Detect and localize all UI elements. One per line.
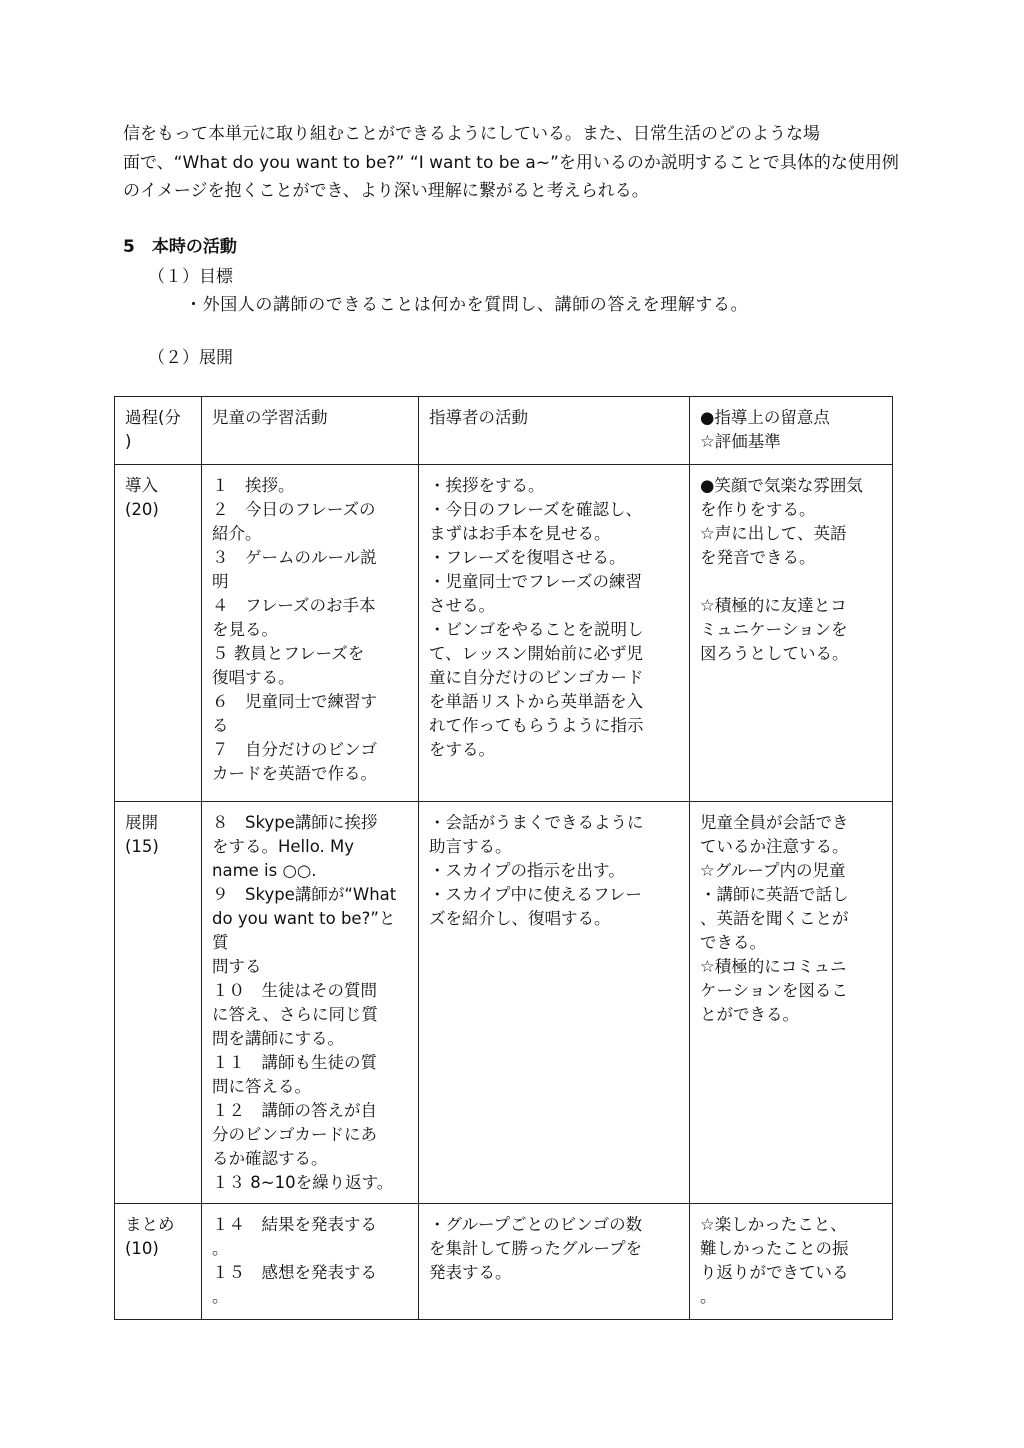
cell-line: ☆積極的に友達とコ bbox=[700, 596, 847, 615]
cell-line: 問に答える。 bbox=[212, 1077, 311, 1096]
cell-line: １５ 感想を発表する bbox=[212, 1263, 377, 1282]
cell-line: 、英語を聞くことが bbox=[700, 909, 849, 928]
cell-line: ☆グループ内の児童 bbox=[700, 861, 846, 880]
intro-paragraph bbox=[123, 120, 913, 206]
cell-line: を集計して勝ったグループを bbox=[429, 1239, 643, 1258]
cell-line: do you want to be?”と質 bbox=[212, 909, 396, 952]
cell-notes bbox=[690, 1204, 893, 1320]
cell-line: １４ 結果を発表する bbox=[212, 1215, 377, 1234]
cell-line: 助言する。 bbox=[429, 837, 512, 856]
goal-title: （１）目標 bbox=[148, 267, 233, 287]
development-title: （２）展開 bbox=[148, 348, 233, 368]
cell-line: ・挨拶をする。 bbox=[429, 476, 545, 495]
cell-line: 図ろうとしている。 bbox=[700, 644, 849, 663]
cell-notes bbox=[690, 802, 893, 1204]
cell-line: 明 bbox=[212, 572, 229, 591]
cell-line: り返りができている bbox=[700, 1263, 849, 1282]
intro-line: のイメージを抱くことができ、より深い理解に繋がると考えられる。 bbox=[123, 181, 649, 201]
cell-line: ５ 教員とフレーズを bbox=[212, 644, 365, 663]
cell-notes bbox=[690, 465, 893, 802]
cell-line: をする。 bbox=[429, 740, 495, 759]
cell-line bbox=[700, 570, 884, 594]
cell-line: 過程(分 bbox=[125, 408, 181, 427]
header-teacher-activity bbox=[419, 397, 690, 465]
cell-line: 分のビンゴカードにあ bbox=[212, 1125, 377, 1144]
cell-line: １３ 8~10を繰り返す。 bbox=[212, 1173, 394, 1192]
cell-line: ９ Skype講師が“What bbox=[212, 885, 397, 904]
cell-student-activity bbox=[202, 1204, 419, 1320]
cell-line: ●指導上の留意点 bbox=[700, 408, 830, 427]
cell-line: ているか注意する。 bbox=[700, 837, 849, 856]
cell-line: できる。 bbox=[700, 933, 766, 952]
cell-line: 。 bbox=[700, 1287, 717, 1306]
cell-line: ☆声に出して、英語 bbox=[700, 524, 847, 543]
cell-line: １０ 生徒はその質問 bbox=[212, 981, 377, 1000]
cell-line: ケーションを図るこ bbox=[700, 981, 848, 1000]
cell-line: に答え、さらに同じ質 bbox=[212, 1005, 378, 1024]
cell-line: ●笑顔で気楽な雰囲気 bbox=[700, 476, 863, 495]
cell-line: ６ 児童同士で練習す bbox=[212, 692, 377, 711]
cell-process bbox=[115, 1204, 202, 1320]
cell-line: name is ○○. bbox=[212, 861, 317, 880]
cell-line: 児童の学習活動 bbox=[212, 408, 328, 427]
cell-line: ☆積極的にコミュニ bbox=[700, 957, 847, 976]
cell-line: カードを英語で作る。 bbox=[212, 764, 377, 783]
cell-line: 展開 bbox=[125, 813, 158, 832]
cell-line: ・スカイプの指示を出す。 bbox=[429, 861, 625, 880]
cell-line: まずはお手本を見せる。 bbox=[429, 524, 611, 543]
cell-line: る bbox=[212, 716, 229, 735]
cell-line: をする。Hello. My bbox=[212, 837, 355, 856]
table-row bbox=[115, 465, 893, 802]
cell-process bbox=[115, 802, 202, 1204]
table-row bbox=[115, 1204, 893, 1320]
cell-line: 復唱する。 bbox=[212, 668, 295, 687]
cell-line: 。 bbox=[212, 1287, 229, 1306]
cell-student-activity bbox=[202, 465, 419, 802]
cell-line: (10) bbox=[125, 1239, 159, 1258]
cell-line: １１ 講師も生徒の質 bbox=[212, 1053, 377, 1072]
cell-line: ・講師に英語で話し bbox=[700, 885, 849, 904]
intro-line: 面で、“What do you want to be?” “I want to be a~”を用いるのか説明することで具体的な使用例 bbox=[123, 152, 899, 173]
cell-line: 発表する。 bbox=[429, 1263, 512, 1282]
cell-line: (20) bbox=[125, 500, 159, 519]
cell-line: ８ Skype講師に挨拶 bbox=[212, 813, 378, 832]
cell-line: て、レッスン開始前に必ず児 bbox=[429, 644, 644, 663]
cell-line: ・ビンゴをやることを説明し bbox=[429, 620, 644, 639]
cell-line: 。 bbox=[212, 1239, 229, 1258]
cell-line: (15) bbox=[125, 837, 159, 856]
table-header-row bbox=[115, 397, 893, 465]
cell-line: 問を講師にする。 bbox=[212, 1029, 344, 1048]
cell-line: とができる。 bbox=[700, 1005, 799, 1024]
cell-line: まとめ bbox=[125, 1215, 175, 1234]
cell-line: １ 挨拶。 bbox=[212, 476, 295, 495]
header-process bbox=[115, 397, 202, 465]
cell-student-activity bbox=[202, 802, 419, 1204]
cell-process bbox=[115, 465, 202, 802]
cell-line: 指導者の活動 bbox=[429, 408, 528, 427]
header-notes bbox=[690, 397, 893, 465]
cell-line: ・グループごとのビンゴの数 bbox=[429, 1215, 643, 1234]
header-student-activity bbox=[202, 397, 419, 465]
intro-line: 信をもって本単元に取り組むことができるようにしている。また、日常生活のどのような場 bbox=[123, 124, 820, 144]
cell-line: ・フレーズを復唱させる。 bbox=[429, 548, 626, 567]
cell-line: ☆楽しかったこと、 bbox=[700, 1215, 847, 1234]
section-heading: 5 本時の活動 bbox=[123, 237, 237, 257]
cell-line: ２ 今日のフレーズの bbox=[212, 500, 376, 519]
cell-line: ・児童同士でフレーズの練習 bbox=[429, 572, 643, 591]
cell-line: を見る。 bbox=[212, 620, 278, 639]
cell-line: ・スカイプ中に使えるフレー bbox=[429, 885, 642, 904]
cell-line: ☆評価基準 bbox=[700, 432, 781, 451]
cell-line: ) bbox=[125, 432, 132, 451]
cell-line: 難しかったことの振 bbox=[700, 1239, 849, 1258]
cell-line: を作りをする。 bbox=[700, 500, 816, 519]
cell-line: るか確認する。 bbox=[212, 1149, 328, 1168]
cell-line: ・今日のフレーズを確認し、 bbox=[429, 500, 643, 519]
cell-line: を単語リストから英単語を入 bbox=[429, 692, 644, 711]
cell-line: １２ 講師の答えが自 bbox=[212, 1101, 377, 1120]
cell-line: れて作ってもらうように指示 bbox=[429, 716, 644, 735]
cell-line: ・会話がうまくできるように bbox=[429, 813, 644, 832]
cell-line: 紹介。 bbox=[212, 524, 262, 543]
cell-line: 児童全員が会話でき bbox=[700, 813, 849, 832]
lesson-plan-table bbox=[114, 396, 893, 1320]
cell-line: 童に自分だけのビンゴカード bbox=[429, 668, 644, 687]
cell-line: ズを紹介し、復唱する。 bbox=[429, 909, 611, 928]
cell-line: ミュニケーションを bbox=[700, 620, 848, 639]
cell-line: を発音できる。 bbox=[700, 548, 816, 567]
cell-teacher-activity bbox=[419, 465, 690, 802]
goal-bullet: ・外国人の講師のできることは何かを質問し、講師の答えを理解する。 bbox=[185, 295, 749, 315]
cell-line: ７ 自分だけのビンゴ bbox=[212, 740, 377, 759]
cell-line: させる。 bbox=[429, 596, 495, 615]
cell-line: ３ ゲームのルール説 bbox=[212, 548, 377, 567]
cell-line: ４ フレーズのお手本 bbox=[212, 596, 376, 615]
table-row bbox=[115, 802, 893, 1204]
cell-teacher-activity bbox=[419, 1204, 690, 1320]
cell-line: 導入 bbox=[125, 476, 158, 495]
cell-line: 問する bbox=[212, 957, 262, 976]
cell-teacher-activity bbox=[419, 802, 690, 1204]
